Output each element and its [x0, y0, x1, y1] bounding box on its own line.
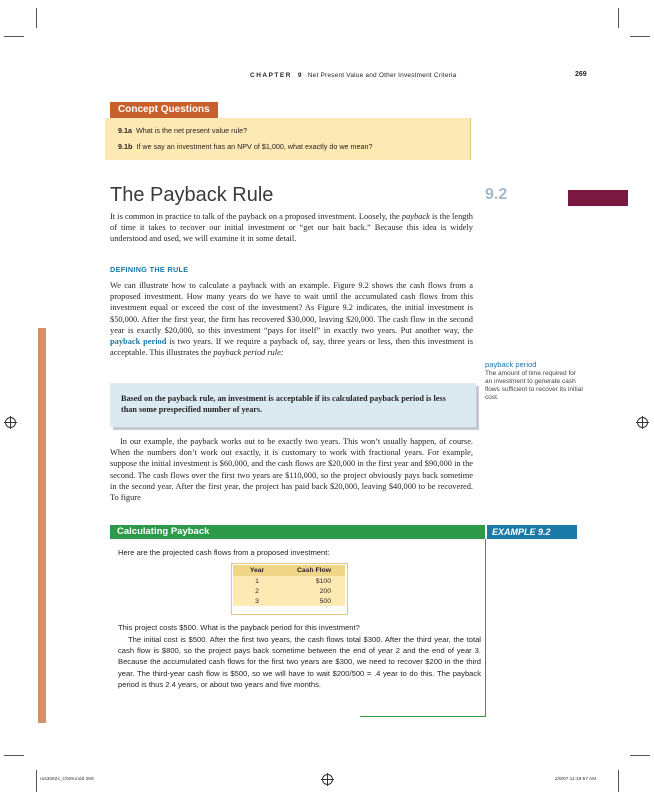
second-paragraph: In our example, the payback works out to be exactly two years. This won’t usually happen, of course. When the numbers don’t work out exactly, it is customary to work with fractional years. For example, suppose the initial investment is $60,000, and the cash flows are $20,000 in the first year and $90,000 in the second. The cash flows over the first two years are $110,000, so the project obviously pays back sometime in the second year. After the first year, the project has paid back $20,000, leaving $40,000 to be recovered. To figure [110, 437, 473, 503]
example-label: EXAMPLE 9.2 [492, 527, 551, 537]
question-text: What is the net present value rule? [136, 126, 248, 135]
table-row [233, 576, 345, 586]
cash-flow-table [233, 565, 345, 606]
example-answer: The initial cost is $500. After the first two years, the cash flows total $300. After the third year, the total cash flow is $800, so the project pays back sometime between the end of year 2 and the end of year 3. Because the accumulated cash flows for the first two years are $300, we need to recover $200 in the third year. The third-year cash flow is $500, so we will have to wait $200/500 = .4 year to do this. The payback period is thus 2.4 years, or about two years and five months. [118, 635, 481, 689]
year-cell: 3 [255, 597, 259, 605]
example-border-bottom [360, 716, 486, 717]
example-intro: Here are the projected cash flows from a proposed investment: [118, 548, 330, 557]
question-id: 9.1b [118, 142, 133, 151]
concept-questions-box [105, 118, 471, 160]
cash-flow-cell: 500 [319, 597, 331, 605]
year-cell: 1 [255, 577, 259, 585]
cash-flow-cell: 200 [319, 587, 331, 595]
year-cell: 2 [255, 587, 259, 595]
running-header [250, 72, 456, 79]
example-question: This project costs $500. What is the payback period for this investment? [118, 623, 360, 632]
defining-heading: DEFINING THE RULE [110, 265, 189, 274]
defining-text: We can illustrate how to calculate a payback with an example. Figure 9.2 shows the cash flows from a proposed investment. How many years do we have to wait until the accumulated cash flows from this investment equal or exceed the cost of the investment? As Figure 9.2 indicates, the initial investment is $50,000. After the first year, the firm has recovered $30,000, leaving $20,000. The cash flow in the second year is exactly $20,000, so this investment “pays for itself” in exactly two years. Put another way, the [110, 281, 473, 335]
section-color-tab [568, 190, 628, 206]
question-text: If we say an investment has an NPV of $1,000, what exactly do we mean? [136, 142, 373, 151]
intro-paragraph [110, 211, 473, 245]
concept-question-1 [118, 126, 247, 135]
example-title: Calculating Payback [117, 526, 210, 537]
intro-text-rest: is the length of time it takes to recover our initial investment or “get our bait back.” Because this idea is widely understood and used, we will examine it in some detail. [110, 212, 473, 244]
intro-text: It is common in practice to talk of the payback on a proposed investment. Loosely, the [110, 212, 402, 221]
concept-question-2 [118, 142, 373, 151]
margin-definition: The amount of time required for an investment to generate cash flows sufficient to recover its initial cost. [485, 370, 583, 401]
defining-text-mid: is two years. If we require a payback of, say, three years or less, then this investment is acceptable. This illustrates the [110, 337, 473, 358]
concept-questions-label: Concept Questions [110, 102, 218, 118]
registration-mark-right [637, 417, 648, 428]
chapter-label: CHAPTER [250, 72, 292, 79]
chapter-title: Net Present Value and Other Investment Criteria [307, 72, 457, 79]
payback-period-term: payback period [110, 337, 167, 347]
table-row [233, 586, 345, 596]
footer-file: ros3062x_Ch09.indd 269 [40, 777, 94, 782]
payback-rule-emphasis: payback period rule: [213, 348, 284, 358]
cash-flow-cell: $100 [315, 577, 331, 585]
header-cash-flow: Cash Flow [281, 565, 345, 576]
example-border-right [485, 539, 486, 716]
registration-mark-bottom [322, 774, 333, 785]
intro-emphasis: payback [401, 212, 430, 221]
page-number: 269 [575, 71, 587, 78]
section-title: The Payback Rule [110, 184, 274, 206]
footer-timestamp: 2/9/07 11:19:57 AM [555, 777, 597, 782]
payback-rule-statement: Based on the payback rule, an investment is acceptable if its calculated payback period is less than some prespecified number of years. [121, 394, 446, 414]
table-row [233, 596, 345, 606]
chapter-number: 9 [297, 72, 302, 79]
margin-term: payback period [485, 360, 537, 369]
defining-paragraph [110, 280, 473, 358]
header-year: Year [233, 565, 281, 576]
left-margin-bar [38, 328, 46, 723]
question-id: 9.1a [118, 126, 132, 135]
registration-mark-left [5, 417, 16, 428]
section-number: 9.2 [485, 186, 508, 203]
table-header-row [233, 565, 345, 576]
